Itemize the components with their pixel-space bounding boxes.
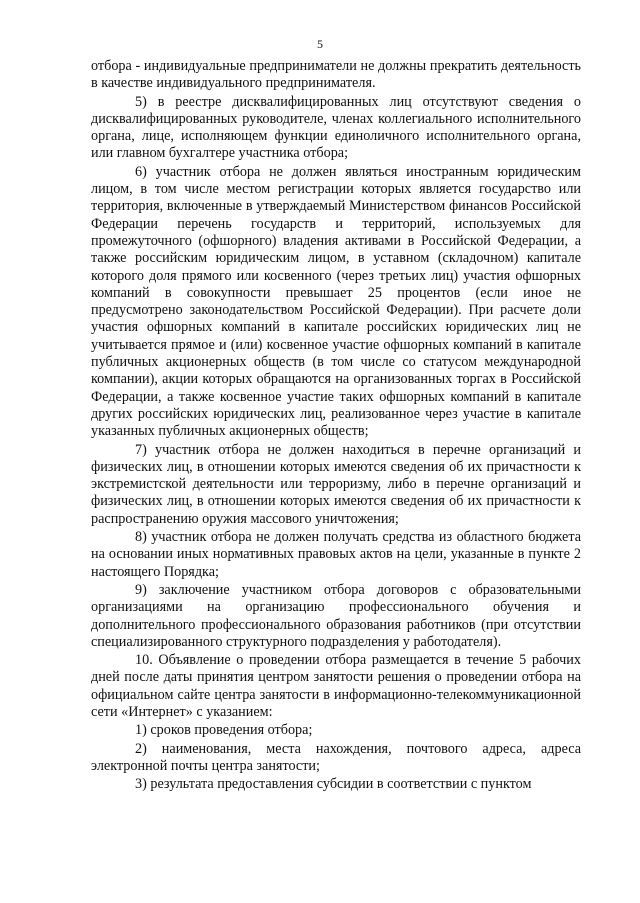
paragraph-subitem-1: 1) сроков проведения отбора; bbox=[135, 722, 313, 739]
paragraph-subitem-2: 2) наименования, места нахождения, почтового адреса, адреса электронной почты центра занятости; bbox=[91, 740, 581, 774]
paragraph-continuation: отбора - индивидуальные предприниматели не должны прекратить деятельность в качестве индивидуального предпринимателя. bbox=[91, 58, 581, 92]
paragraph-subitem-3: 3) результата предоставления субсидии в соответствии с пунктом bbox=[135, 776, 532, 793]
paragraph-item-6: 6) участник отбора не должен являться иностранным юридическим лицом, в том числе местом регистрации которых является государство или территория, включенные в утверждаемый Министерством финансов Российской Федерации перечень государств и территорий, используемых для промежуточного (офшорного) владения активами в Российской Федерации, а также российским юридическим лицом, в уставном (складочном) капитале которого доля прямого или косвенного (через третьих лиц) участия офшорных компаний в совокупности превышает 25 процентов (если иное не предусмотрено законодательством Российской Федерации). При расчете доли участия офшорных компаний в капитале российских юридических лиц не учитывается прямое и (или) косвенное участие офшорных компаний в капитале публичных акционерных обществ (в том числе со статусом международной компании), акции которых обращаются на организованных торгах в Российской Федерации, а также косвенное участие таких офшорных компаний в капитале других российских юридических лиц, реализованное через участие в капитале указанных публичных акционерных обществ; bbox=[91, 163, 581, 440]
paragraph-item-9: 9) заключение участником отбора договоров с образовательными организациями на организацию профессионального обучения и дополнительного профессионального образования работников (при отсутствии специализированного структурного подразделения у работодателя). bbox=[91, 581, 581, 650]
paragraph-section-10: 10. Объявление о проведении отбора размещается в течение 5 рабочих дней после даты принятия центром занятости решения о проведении отбора на официальном сайте центра занятости в информационно-телекоммуникационной сети «Интернет» с указанием: bbox=[91, 652, 581, 720]
paragraph-item-8: 8) участник отбора не должен получать средства из областного бюджета на основании иных нормативных правовых актов на цели, указанные в пункте 2 настоящего Порядка; bbox=[91, 529, 581, 580]
page-number: 5 bbox=[317, 37, 323, 51]
document-body bbox=[91, 58, 581, 793]
paragraph-item-5: 5) в реестре дисквалифицированных лиц отсутствуют сведения о дисквалифицированных руководителе, членах коллегиального исполнительного органа, лице, исполняющем функции единоличного исполнительного органа, или главном бухгалтере участника отбора; bbox=[91, 93, 581, 162]
paragraph-item-7: 7) участник отбора не должен находиться в перечне организаций и физических лиц, в отношении которых имеются сведения об их причастности к экстремистской деятельности или терроризму, либо в перечне организаций и физических лиц, в отношении которых имеются сведения об их причастности к распространению оружия массового уничтожения; bbox=[91, 441, 581, 527]
